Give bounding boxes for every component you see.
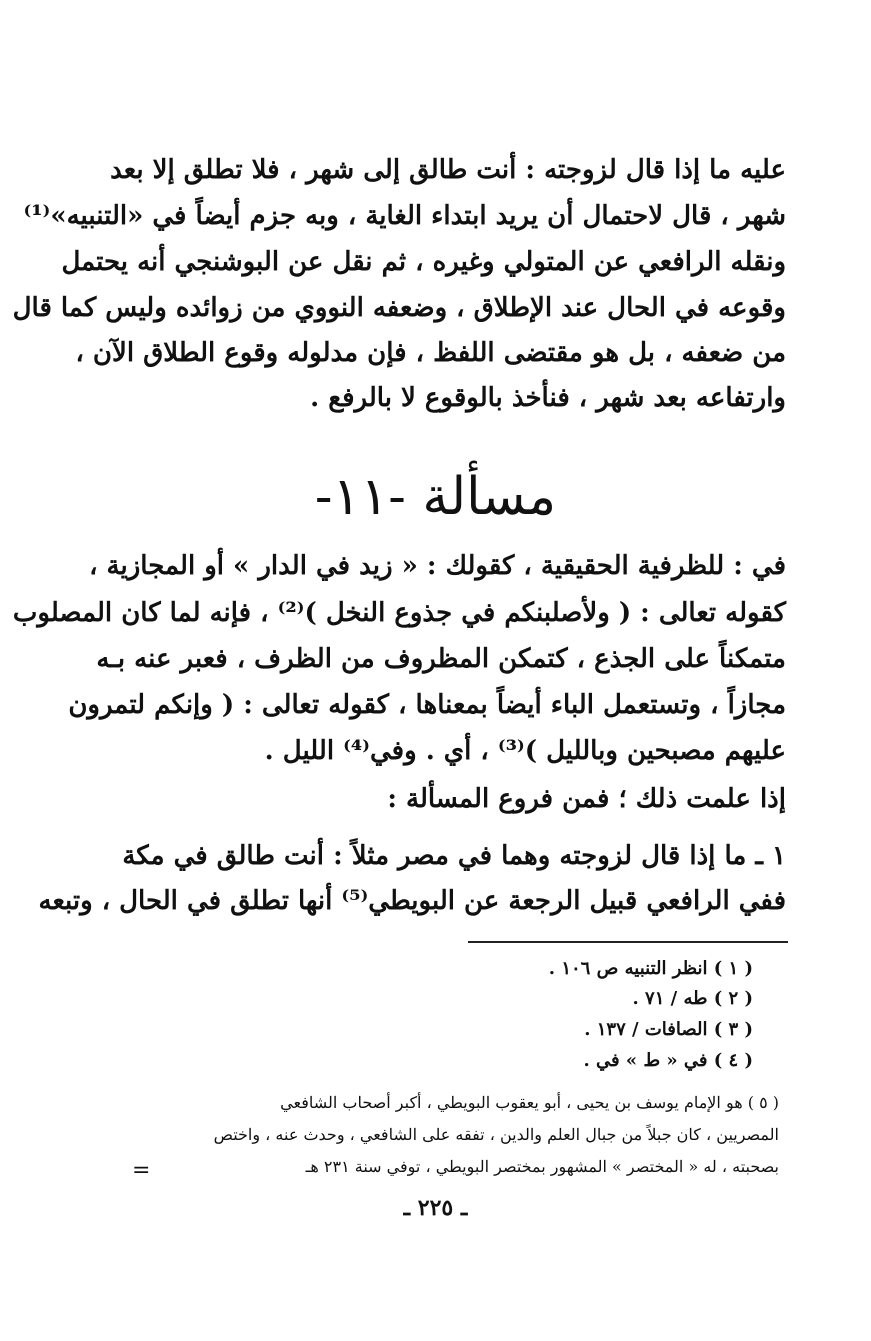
section-heading: مسألة -١١-: [314, 467, 557, 527]
body-text-line: مجازاً ، وتستعمل الباء أيضاً بمعناها ، كقوله تعالى : ( وإنكم لتمرون: [68, 690, 786, 720]
branches-intro: إذا علمت ذلك ؛ فمن فروع المسألة :: [387, 784, 786, 814]
body-text-line: شهر ، قال لاحتمال أن يريد ابتداء الغاية ، وبه جزم أيضاً في «التنبيه»⁽¹⁾: [23, 201, 786, 231]
footnote-5-line-1: ( ٥ ) هو الإمام يوسف بن يحيى ، أبو يعقوب البويطي ، أكبر أصحاب الشافعي: [280, 1093, 779, 1112]
footnote-5-line-2: المصريين ، كان جبلاً من جبال العلم والدين ، تفقه على الشافعي ، وحدث عنه ، واختص: [213, 1125, 779, 1144]
footnote-5-line-3: بصحبته ، له « المختصر » المشهور بمختصر البويطي ، توفي سنة ٢٣١ هـ: [305, 1157, 779, 1176]
body-text-line: وقوعه في الحال عند الإطلاق ، وضعفه النووي من زوائده وليس كما قال: [12, 293, 786, 323]
footnote-separator: [468, 941, 788, 943]
body-text-line: عليه ما إذا قال لزوجته : أنت طالق إلى شهر ، فلا تطلق إلا بعد: [110, 155, 786, 185]
body-text-line: كقوله تعالى : ( ولأصلبنكم في جذوع النخل )⁽²⁾ ، فإنه لما كان المصلوب: [12, 598, 786, 628]
body-text-line: في : للظرفية الحقيقية ، كقولك : « زيد في الدار » أو المجازية ،: [89, 551, 786, 581]
body-text-line: وارتفاعه بعد شهر ، فنأخذ بالوقوع لا بالرفع .: [310, 383, 786, 413]
footnote-3: ( ٣ ) الصافات / ١٣٧ .: [584, 1019, 753, 1040]
footnote-2: ( ٢ ) طه / ٧١ .: [632, 988, 753, 1009]
body-text-line: ١ ـ ما إذا قال لزوجته وهما في مصر مثلاً : أنت طالق في مكة: [122, 841, 786, 871]
page-number: ـ ٢٢٥ ـ: [403, 1195, 468, 1221]
body-text-line: ونقله الرافعي عن المتولي وغيره ، ثم نقل عن البوشنجي أنه يحتمل: [61, 247, 786, 277]
body-text-line: من ضعفه ، بل هو مقتضى اللفظ ، فإن مدلوله وقوع الطلاق الآن ،: [75, 338, 786, 368]
footnote-4: ( ٤ ) في « ط » في .: [583, 1050, 753, 1071]
body-text-line: متمكناً على الجذع ، كتمكن المظروف من الظرف ، فعبر عنه بـه: [96, 644, 786, 674]
continuation-mark: =: [132, 1158, 151, 1183]
body-text-line: ففي الرافعي قبيل الرجعة عن البويطي⁽⁵⁾ أنها تطلق في الحال ، وتبعه: [38, 886, 786, 916]
body-text-line: عليهم مصبحين وبالليل )⁽³⁾ ، أي . وفي⁽⁴⁾ الليل .: [264, 736, 786, 766]
footnote-1: ( ١ ) انظر التنبيه ص ١٠٦ .: [548, 958, 753, 979]
